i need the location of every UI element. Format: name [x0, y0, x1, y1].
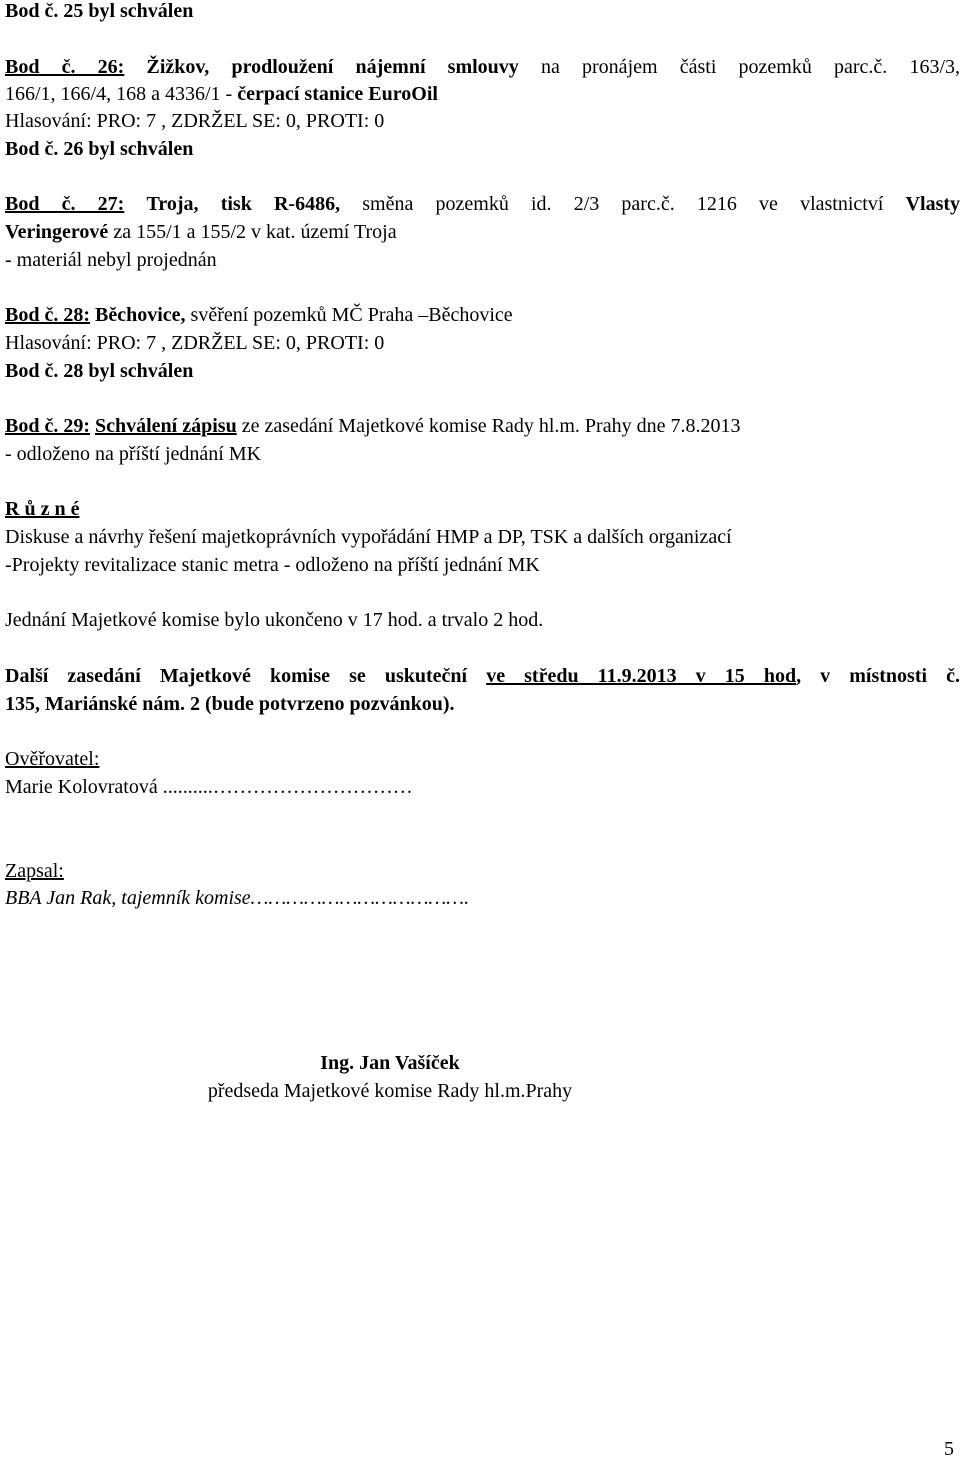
item-28-text: svěření pozemků MČ Praha –Běchovice	[190, 304, 513, 326]
item-26-bold: čerpací stanice EuroOil	[237, 83, 438, 105]
item-26-text: na pronájem části pozemků parc.č. 163/3,	[540, 56, 960, 78]
item-26-result: Bod č. 26 byl schválen	[5, 138, 194, 160]
next-meeting-line2: 135, Mariánské nám. 2 (bude potvrzeno pozvánkou).	[5, 693, 455, 715]
signatory-role: předseda Majetkové komise Rady hl.m.Prahy	[207, 1080, 573, 1102]
ruzne-line2: -Projekty revitalizace stanic metra - odloženo na příští jednání MK	[5, 554, 540, 576]
item-26-text2: 166/1, 166/4, 168 a 4336/1 -	[5, 83, 233, 105]
item-26-vote: Hlasování: PRO: 7 , ZDRŽEL SE: 0, PROTI: 0	[5, 110, 385, 132]
verifier-name: Marie Kolovratová ..........…………………………	[5, 776, 413, 798]
section-heading-ruzne: R ů z n é	[5, 498, 80, 520]
ruzne-line1: Diskuse a návrhy řešení majetkoprávních vypořádání HMP a DP, TSK a dalších organizací	[5, 526, 732, 548]
recorder-label: Zapsal:	[5, 860, 64, 882]
item-26-title: Žižkov, prodloužení nájemní smlouvy	[146, 56, 519, 78]
item-28-result: Bod č. 28 byl schválen	[5, 360, 194, 382]
item-29-title: Schválení zápisu	[95, 415, 237, 437]
item-29-text: ze zasedání Majetkové komise Rady hl.m. Prahy dne 7.8.2013	[241, 415, 741, 437]
item-28-label: Bod č. 28:	[5, 304, 90, 326]
next-meeting-date: ve středu 11.9.2013 v 15 hod	[486, 665, 797, 687]
closing-text: Jednání Majetkové komise bylo ukončeno v 17 hod. a trvalo 2 hod.	[5, 609, 544, 631]
page-number: 5	[944, 1438, 954, 1460]
item-26-label: Bod č. 26:	[5, 56, 125, 78]
verifier-label: Ověřovatel:	[5, 748, 100, 770]
item-27-title: Troja, tisk R-6486,	[146, 193, 341, 215]
item-28-line1	[5, 303, 513, 327]
item-27-bold2: Veringerové	[5, 221, 109, 243]
item-26-line2	[5, 82, 438, 106]
item-25-result: Bod č. 25 byl schválen	[5, 0, 194, 22]
item-29-note: - odloženo na příští jednání MK	[5, 443, 262, 465]
item-28-vote: Hlasování: PRO: 7 , ZDRŽEL SE: 0, PROTI: 0	[5, 332, 385, 354]
next-meeting-part1: Další zasedání Majetkové komise se uskuteční	[5, 665, 468, 687]
item-28-title: Běchovice,	[95, 304, 186, 326]
item-26-line1	[5, 55, 960, 79]
next-meeting-line1	[5, 664, 960, 688]
item-27-line2	[5, 220, 397, 244]
item-29-label: Bod č. 29:	[5, 415, 90, 437]
item-29-line1	[5, 414, 740, 438]
item-27-label: Bod č. 27:	[5, 193, 125, 215]
item-27-bold-end: Vlasty	[905, 193, 960, 215]
item-27-note: - materiál nebyl projednán	[5, 249, 217, 271]
next-meeting-part2: , v místnosti č.	[796, 665, 960, 687]
signatory-name: Ing. Jan Vašíček	[320, 1052, 460, 1074]
recorder-name: BBA Jan Rak, tajemník komise……………………………….	[5, 887, 470, 909]
item-27-text: směna pozemků id. 2/3 parc.č. 1216 ve vlastnictví	[362, 193, 884, 215]
item-27-line1	[5, 192, 960, 216]
item-27-text2: za 155/1 a 155/2 v kat. území Troja	[113, 221, 397, 243]
